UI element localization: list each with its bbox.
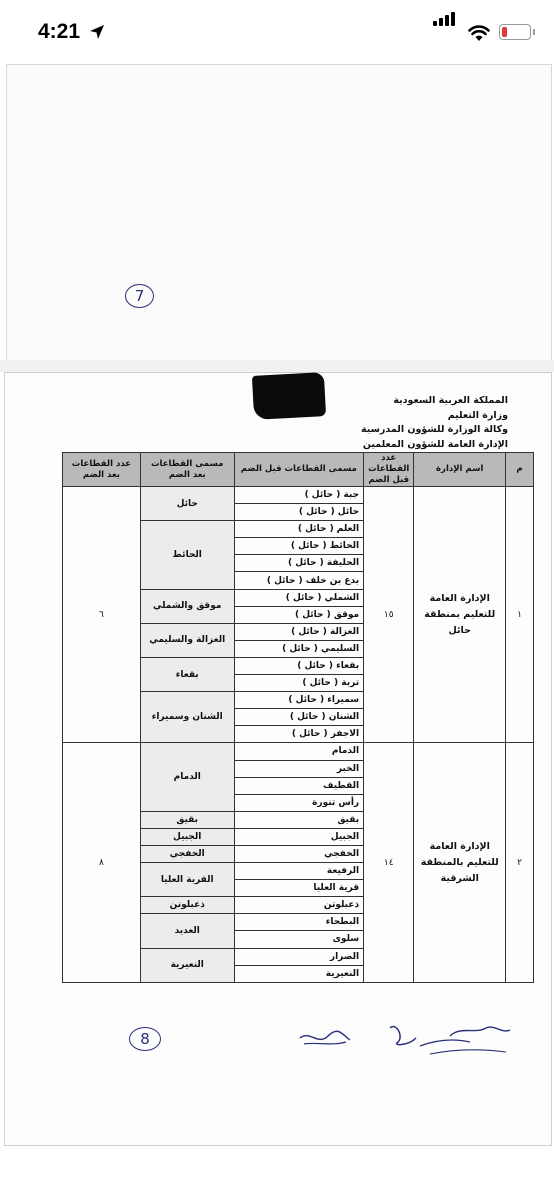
ministry-header [361, 394, 508, 452]
cell-sector-after: الخفجي [140, 845, 234, 862]
cell-sector-after: الجبيل [140, 828, 234, 845]
table-row [63, 487, 534, 504]
cell-before-count: ١٤ [364, 743, 414, 982]
battery-level [502, 27, 507, 37]
header-line: وزارة التعليم [447, 409, 508, 421]
document-page-1 [6, 64, 552, 362]
cell-sector-before: تربة ( حائل ) [234, 675, 364, 692]
cell-sector-after: الحائط [140, 521, 234, 589]
cell-sector-before: بدع بن خلف ( حائل ) [234, 572, 364, 589]
cell-sector-after: الغزالة والسليمي [140, 623, 234, 657]
location-arrow-icon [88, 23, 106, 41]
bottom-area [0, 1148, 554, 1200]
cell-sector-before: الخبر [234, 760, 364, 777]
cell-sector-before: الجبيل [234, 828, 364, 845]
cell-sector-before: سميراء ( حائل ) [234, 692, 364, 709]
header-index: م [506, 453, 534, 487]
cell-sector-before: جبة ( حائل ) [234, 487, 364, 504]
cell-sector-before: الشنان ( حائل ) [234, 709, 364, 726]
cell-before-count: ١٥ [364, 487, 414, 743]
cell-sector-after: الدمام [140, 743, 234, 811]
cell-index: ٢ [506, 743, 534, 982]
header-after-count: عدد القطاعات بعد الضم [63, 453, 141, 487]
cell-sector-after: العديد [140, 914, 234, 948]
cell-after-count: ٨ [63, 743, 141, 982]
cell-sector-before: الغزالة ( حائل ) [234, 623, 364, 640]
cell-sector-before: موقق ( حائل ) [234, 606, 364, 623]
cell-sector-before: ذعبلوتن [234, 897, 364, 914]
cell-sector-before: الاجفر ( حائل ) [234, 726, 364, 743]
cell-sector-before: القطيف [234, 777, 364, 794]
cell-sector-before: الخفجي [234, 845, 364, 862]
header-line: وكالة الوزارة للشؤون المدرسية [360, 424, 508, 435]
cell-sector-after: حائل [140, 487, 234, 521]
battery-icon [499, 24, 531, 40]
page-number-8: 8 [129, 1027, 161, 1051]
cell-sector-after: النعيرية [140, 948, 234, 982]
cell-sector-before: السليمي ( حائل ) [234, 640, 364, 657]
cell-sector-after: ذعبلوتن [140, 897, 234, 914]
cell-sector-before: بقيق [234, 811, 364, 828]
header-sectors-after: مسمى القطاعات بعد الضم [140, 453, 234, 487]
cell-sector-before: الرفيعة [234, 863, 364, 880]
cell-after-count: ٦ [63, 487, 141, 743]
table-row [63, 743, 534, 760]
cell-sector-before: سلوى [234, 931, 364, 948]
cell-sector-before: بقعاء ( حائل ) [234, 657, 364, 674]
cell-sector-before: الدمام [234, 743, 364, 760]
cell-sector-after: بقيق [140, 811, 234, 828]
cell-sector-before: رأس تنورة [234, 794, 364, 811]
cell-sector-before: الحائط ( حائل ) [234, 538, 364, 555]
page-divider [0, 360, 554, 372]
table-header-row [63, 453, 534, 487]
header-sectors-before: مسمى القطاعات قبل الضم [234, 453, 364, 487]
cell-sector-before: الحليفة ( حائل ) [234, 555, 364, 572]
header-admin: اسم الإدارة [414, 453, 506, 487]
cell-sector-after: بقعاء [140, 657, 234, 691]
cell-index: ١ [506, 487, 534, 743]
header-line: الإدارة العامة للشؤون المعلمين [362, 438, 508, 450]
header-line: المملكة العربية السعودية [393, 395, 508, 406]
cell-admin-name: الإدارة العامة للتعليم بمنطقة حائل [414, 487, 506, 743]
table-body [63, 487, 534, 983]
cell-sector-after: القرية العليا [140, 863, 234, 897]
page-number-7: 7 [125, 284, 154, 308]
cell-sector-before: حائل ( حائل ) [234, 504, 364, 521]
cell-sector-before: الشملي ( حائل ) [234, 589, 364, 606]
status-bar [0, 0, 554, 64]
cell-sector-before: البطحاء [234, 914, 364, 931]
cell-sector-after: موقق والشملي [140, 589, 234, 623]
cell-sector-after: الشنان وسميراء [140, 692, 234, 743]
signatures-image [280, 1016, 520, 1072]
header-before-count: عدد القطاعات قبل الضم [364, 453, 414, 487]
cell-sector-before: النعيرية [234, 965, 364, 982]
cell-sector-before: قرية العليا [234, 880, 364, 897]
cell-admin-name: الإدارة العامة للتعليم بالمنطقة الشرقية [414, 743, 506, 982]
cell-sector-before: العلم ( حائل ) [234, 521, 364, 538]
sectors-table [62, 452, 534, 983]
cell-sector-before: الصرار [234, 948, 364, 965]
status-time: 4:21 [38, 20, 81, 43]
redaction-mark [252, 372, 326, 420]
wifi-icon [468, 24, 490, 42]
